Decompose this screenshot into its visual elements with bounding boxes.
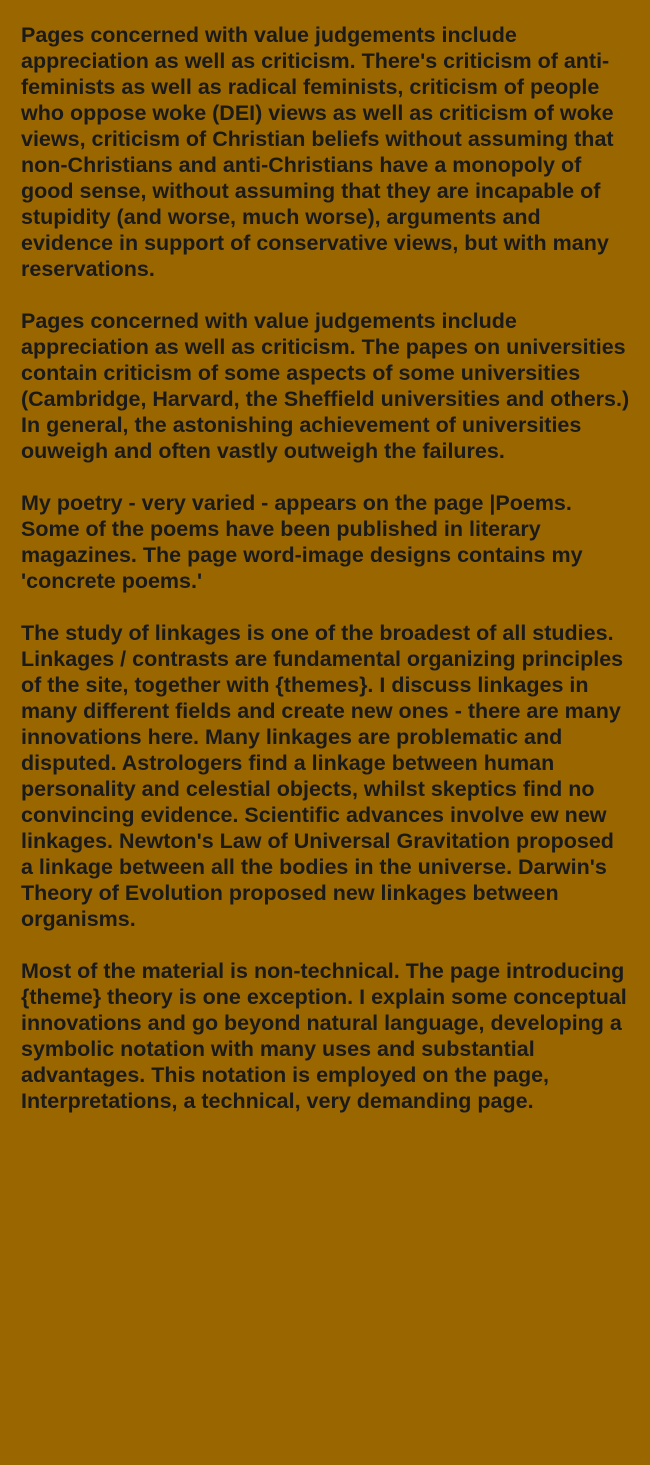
paragraph-poetry: My poetry - very varied - appears on the page |Poems. Some of the poems have been published in literary magazines. The page word-image designs contains my 'concrete poems.' (21, 491, 583, 593)
paragraph-value-judgements: Pages concerned with value judgements include appreciation as well as criticism. There's criticism of anti-feminists as well as radical feminists, criticism of people who oppose woke (DEI) views as well as criticism of woke views, criticism of Christian beliefs without assuming that non-Christians and anti-Christians have a monopoly of good sense, without assuming that they are incapable of stupidity (and worse, much worse), arguments and evidence in support of conservative views, but with many reservations. (21, 23, 614, 281)
paragraph-theme-theory: Most of the material is non-technical. The page introducing {theme} theory is one exception. I explain some conceptual innovations and go beyond natural language, developing a symbolic notation with many uses and substantial advantages. This notation is employed on the page, Interpretations, a technical, very demanding page. (21, 959, 627, 1113)
paragraph-universities: Pages concerned with value judgements include appreciation as well as criticism. The papes on universities contain criticism of some aspects of some universities (Cambridge, Harvard, the Sheffield universities and others.) In general, the astonishing achievement of universities ouweigh and often vastly outweigh the failures. (21, 309, 630, 463)
paragraph-linkages: The study of linkages is one of the broadest of all studies. Linkages / contrasts are fundamental organizing principles of the site, together with {themes}. I discuss linkages in many different fields and create new ones - there are many innovations here. Many linkages are problematic and disputed. Astrologers find a linkage between human personality and celestial objects, whilst skeptics find no convincing evidence. Scientific advances involve ew new linkages. Newton's Law of Universal Gravitation proposed a linkage between all the bodies in the universe. Darwin's Theory of Evolution proposed new linkages between organisms. (21, 621, 624, 931)
